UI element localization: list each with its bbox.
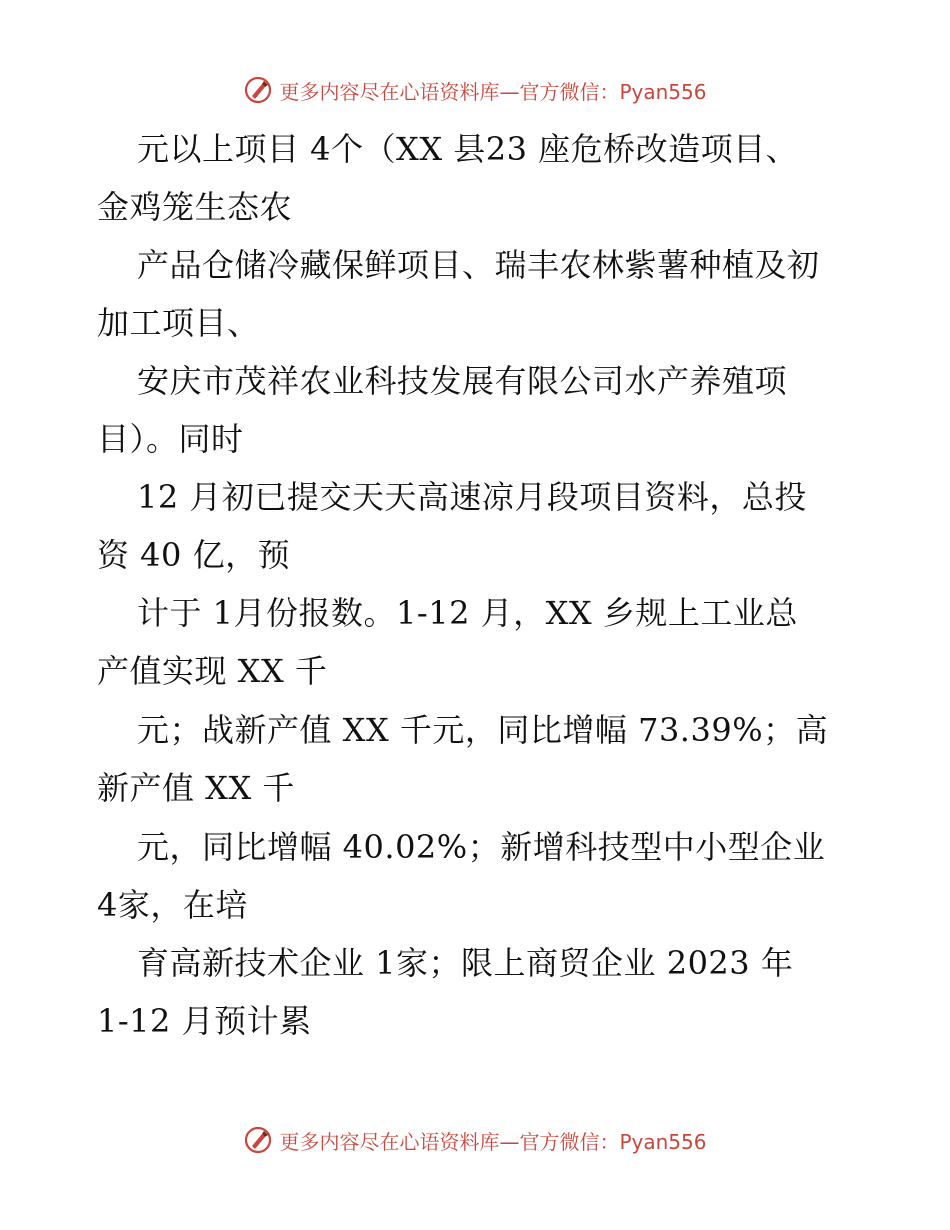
watermark-contact: 官方微信：Pyan556 bbox=[519, 1129, 707, 1154]
body-line: 元，同比增幅 40.02%；新增科技型中小型企业 bbox=[137, 828, 826, 866]
watermark-banner-bottom bbox=[0, 1120, 950, 1160]
watermark-contact: 官方微信：Pyan556 bbox=[519, 79, 707, 104]
pen-seal-icon bbox=[243, 1125, 273, 1155]
body-line: 12 月初已提交天天高速凉月段项目资料，总投 bbox=[137, 478, 807, 516]
watermark-separator: — bbox=[499, 79, 520, 104]
watermark-separator: — bbox=[499, 1129, 520, 1154]
body-line: 计于 1月份报数。1-12 月，XX 乡规上工业总 bbox=[137, 594, 798, 632]
body-line: 1-12 月预计累 bbox=[97, 1002, 312, 1040]
watermark-brand: 更多内容尽在心语资料库 bbox=[279, 1129, 500, 1154]
body-line: 目）。同时 bbox=[97, 420, 244, 458]
body-line: 新产值 XX 千 bbox=[97, 769, 295, 807]
body-line: 产品仓储冷藏保鲜项目、瑞丰农林紫薯种植及初 bbox=[137, 246, 820, 284]
body-line: 4家，在培 bbox=[97, 886, 248, 924]
body-line: 产值实现 XX 千 bbox=[97, 652, 328, 690]
body-line: 金鸡笼生态农 bbox=[97, 188, 293, 226]
watermark-text bbox=[279, 1126, 706, 1155]
body-line: 资 40 亿，预 bbox=[97, 536, 291, 574]
body-line: 育高新技术企业 1家；限上商贸企业 2023 年 bbox=[137, 944, 794, 982]
body-line: 安庆市茂祥农业科技发展有限公司水产养殖项 bbox=[137, 362, 788, 400]
body-line: 元以上项目 4个（XX 县23 座危桥改造项目、 bbox=[137, 130, 799, 168]
body-line: 加工项目、 bbox=[97, 304, 260, 342]
watermark-brand: 更多内容尽在心语资料库 bbox=[279, 79, 500, 104]
body-line: 元；战新产值 XX 千元，同比增幅 73.39%；高 bbox=[137, 711, 829, 749]
